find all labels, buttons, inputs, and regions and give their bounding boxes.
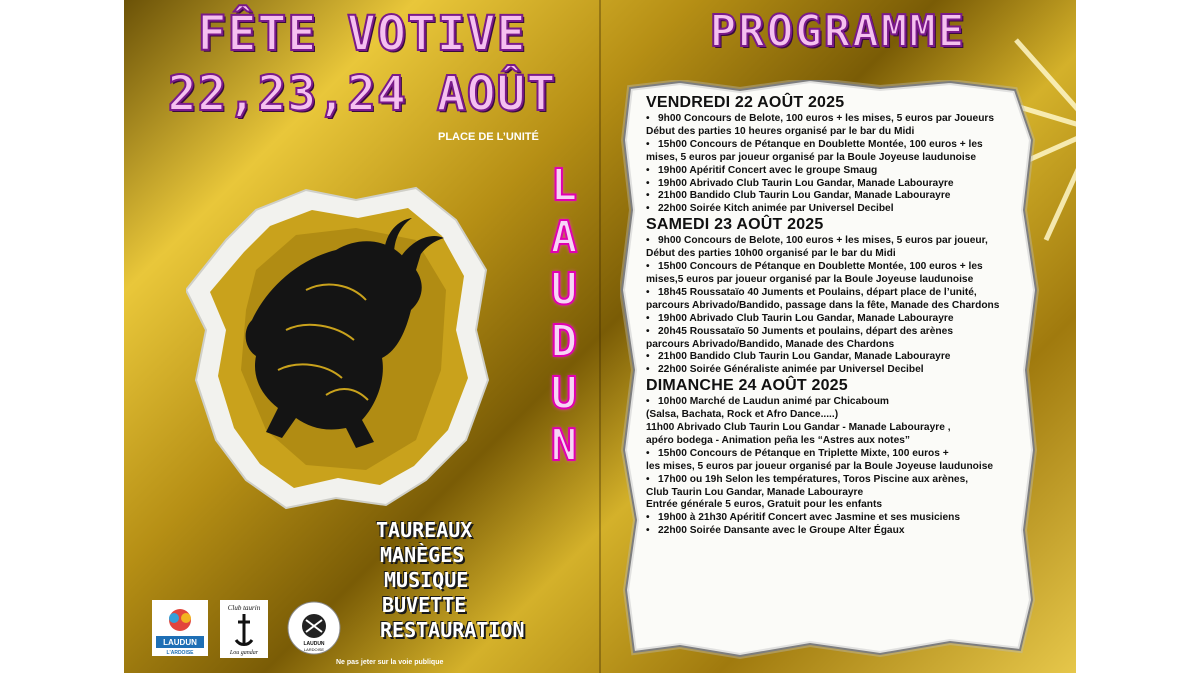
programme-item-text: 9h00 Concours de Belote, 100 euros + les mises, 5 euros par joueur, [658,235,988,247]
bullet-icon: • [646,325,650,337]
programme-item [646,274,1041,287]
town-letter: U [550,264,578,315]
programme-item [646,139,1041,152]
programme-item [646,525,1041,538]
programme-item [646,474,1041,487]
programme-item [646,261,1041,274]
programme-item [646,165,1041,178]
laudun-logo-subtext: L'ARDOISE [166,650,194,656]
feature-item: MUSIQUE [384,568,469,592]
club-taurin-subtext: Lou gandar [229,650,259,656]
bullet-icon: • [646,447,650,459]
bull-illustration [186,180,491,510]
programme-item [646,409,1041,422]
day-heading: DIMANCHE 24 AOÛT 2025 [646,377,848,395]
programme-item [646,326,1041,339]
feature-item: MANÈGES [380,543,465,567]
town-letter: A [550,212,578,263]
programme-item-text: 20h45 Roussataïo 50 Juments et poulains, départ des arènes [658,325,953,337]
programme-item [646,339,1041,352]
bullet-icon: • [646,113,650,124]
programme-item [646,152,1041,165]
programme-item-text: Début des parties 10 heures organisé par le bar du Midi [646,125,915,137]
programme-item-text: Entrée générale 5 euros, Gratuit pour les enfants [646,499,883,511]
programme-title: PROGRAMME [709,6,967,57]
programme-item [646,435,1041,448]
programme-item-text: apéro bodega - Animation peña les “Astres aux notes” [646,434,910,446]
laudun-logo [152,600,208,656]
club-taurin-text: Club taurin [227,604,261,612]
bullet-icon: • [646,525,650,537]
club-taurin-emblem-icon [220,600,268,658]
programme-item [646,248,1041,261]
programme-item [646,461,1041,474]
feature-item: RESTAURATION [380,618,525,642]
programme-item [646,235,1041,248]
programme-item-text: 18h45 Roussataïo 40 Juments et Poulains, départ place de l’unité, [658,286,977,298]
feature-item: TAUREAUX [376,518,473,542]
programme-item [646,499,1041,512]
bullet-icon: • [646,396,650,408]
programme-item [646,487,1041,500]
boule-logo-text: LAUDUN [303,641,325,647]
programme-content [646,94,1041,538]
programme-item-text: 15h00 Concours de Pétanque en Doublette Montée, 100 euros + les [658,138,983,150]
programme-item [646,448,1041,461]
programme-item-text: 15h00 Concours de Pétanque en Doublette Montée, 100 euros + les [658,261,983,273]
programme-item-text: 9h00 Concours de Belote, 100 euros + les mises, 5 euros par Joueurs [658,113,995,124]
bullet-icon: • [646,364,650,376]
programme-item [646,178,1041,191]
bullet-icon: • [646,138,650,150]
bullet-icon: • [646,235,650,247]
programme-item-text: 15h00 Concours de Pétanque en Triplette Mixte, 100 euros + [658,447,949,459]
bullet-icon: • [646,286,650,298]
programme-item-text: (Salsa, Bachata, Rock et Afro Dance.....) [646,409,839,421]
town-letter: U [550,368,578,419]
town-letter: N [550,420,578,471]
programme-item [646,422,1041,435]
programme-item-text: mises, 5 euros par joueur organisé par la Boule Joyeuse laudunoise [646,151,977,163]
bullet-icon: • [646,203,650,215]
programme-item [646,313,1041,326]
town-letter: L [550,160,578,211]
programme-item [646,396,1041,409]
bullet-icon: • [646,164,650,176]
programme-item [646,287,1041,300]
programme-item-text: 10h00 Marché de Laudun animé par Chicaboum [658,396,889,408]
bullet-icon: • [646,512,650,524]
feature-item: BUVETTE [382,593,467,617]
programme-item [646,190,1041,203]
programme-item [646,512,1041,525]
boule-emblem-icon [286,600,342,656]
laudun-emblem-icon [152,600,208,656]
club-taurin-logo [220,600,268,658]
bullet-icon: • [646,312,650,324]
programme-item-text: les mises, 5 euros par joueur organisé par la Boule Joyeuse laudunoise [646,460,994,472]
programme-item-text: Club Taurin Lou Gandar, Manade Labourayre [646,486,864,498]
town-name-vertical [534,160,594,472]
laudun-logo-text: LAUDUN [163,638,197,647]
boule-logo-subtext: LARDOISE [303,647,325,652]
programme-item-text: 19h00 Abrivado Club Taurin Lou Gandar, Manade Labourayre [658,177,954,189]
bullet-icon: • [646,261,650,273]
day-heading: VENDREDI 22 AOÛT 2025 [646,94,845,111]
event-poster [124,0,1076,673]
bullet-icon: • [646,177,650,189]
day-heading: SAMEDI 23 AOÛT 2025 [646,216,824,234]
event-place: PLACE DE L’UNITÉ [438,131,539,143]
programme-item-text: 19h00 à 21h30 Apéritif Concert avec Jasmine et ses musiciens [658,512,961,524]
programme-item [646,126,1041,139]
programme-item-text: mises,5 euros par joueur organisé par la Boule Joyeuse laudunoise [646,273,974,285]
programme-item-text: 22h00 Soirée Kitch animée par Universel Decibel [658,203,894,215]
programme-item-text: parcours Abrivado/Bandido, passage dans la fête, Manade des Chardons [646,299,1000,311]
programme-item-text: 21h00 Bandido Club Taurin Lou Gandar, Manade Labourayre [658,190,951,202]
programme-item-text: 17h00 ou 19h Selon les températures, Toros Piscine aux arènes, [658,473,969,485]
programme-item [646,351,1041,364]
programme-sheet [620,80,1040,660]
litter-notice: Ne pas jeter sur la voie publique [336,659,444,666]
event-dates: 22,23,24 AOÛT [167,66,557,122]
programme-item [646,364,1041,377]
town-letter: D [550,316,578,367]
programme-item-text: 21h00 Bandido Club Taurin Lou Gandar, Manade Labourayre [658,351,951,363]
programme-item-text: Début des parties 10h00 organisé par le bar du Midi [646,248,896,260]
programme-item-text: 22h00 Soirée Dansante avec le Groupe Alter Égaux [658,525,905,537]
programme-item [646,300,1041,313]
poster-front-panel [124,0,600,673]
programme-item-text: 22h00 Soirée Généraliste animée par Universel Decibel [658,364,924,376]
programme-item-text: 11h00 Abrivado Club Taurin Lou Gandar - Manade Labourayre , [646,422,951,434]
event-title: FÊTE VOTIVE [197,6,527,62]
bull-icon [186,180,491,510]
bullet-icon: • [646,473,650,485]
programme-item [646,203,1041,216]
bullet-icon: • [646,351,650,363]
poster-programme-panel [600,0,1076,673]
features-list [376,518,525,643]
boule-joyeuse-logo [286,600,342,656]
programme-item [646,113,1041,126]
bullet-icon: • [646,190,650,202]
programme-item-text: 19h00 Apéritif Concert avec le groupe Smaug [658,164,878,176]
programme-item-text: parcours Abrivado/Bandido, Manade des Chardons [646,338,895,350]
programme-item-text: 19h00 Abrivado Club Taurin Lou Gandar, Manade Labourayre [658,312,954,324]
